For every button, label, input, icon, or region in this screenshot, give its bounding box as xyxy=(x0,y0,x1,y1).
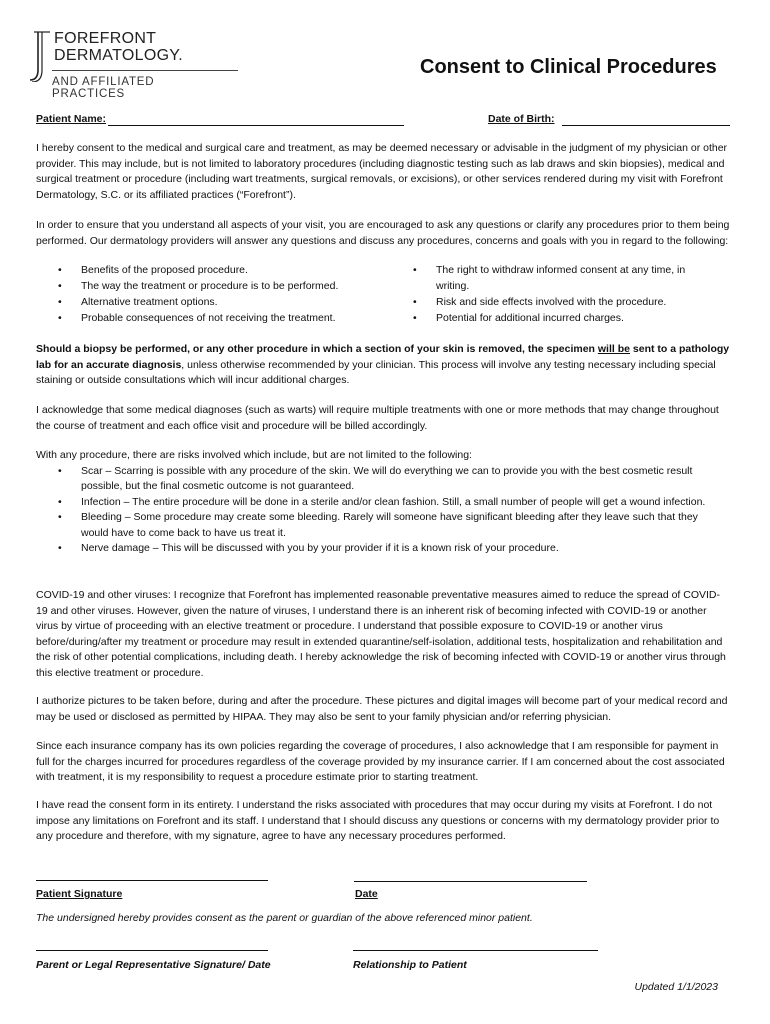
list-item xyxy=(36,262,396,278)
paragraph-covid-text: COVID-19 and other viruses: I recognize that Forefront has implemented reasonable preventative measures aimed to reduce the spread of COVID-19 and other viruses. However, given the nature of viruses, I understand there is an inherent risk of becoming infected with COVID-19 or another virus by virtue of proceeding with an elective treatment or procedure. I understand that possible exposure to COVID-19 or another virus before/during/after my treatment or procedure may result in extended quarantine/self-isolation, additional tests, hospitalization and rehabilitation and the risk of other potential complications, including death. I hereby acknowledge the risk of becoming infected with COVID-19 or another virus through this elective treatment or procedure. xyxy=(36,589,726,679)
bullet-icon: • xyxy=(58,312,62,324)
paragraph-pictures xyxy=(36,694,730,725)
date-label: Date xyxy=(355,888,378,900)
list-item-text: Infection – The entire procedure will be done in a sterile and/or clean fashion. Still, a small number of people will get a wound infection. xyxy=(81,495,706,508)
bullet-icon: • xyxy=(413,312,417,324)
list-item-text: Nerve damage – This will be discussed with you by your provider if it is a known risk of your procedure. xyxy=(81,542,559,554)
discussion-list-right xyxy=(391,262,711,326)
list-item xyxy=(391,294,711,310)
paragraph-biopsy xyxy=(36,342,730,389)
list-item-text: Probable consequences of not receiving the treatment. xyxy=(81,312,336,324)
forefront-logo xyxy=(28,28,228,100)
paragraph-multiple-treatments xyxy=(36,403,730,434)
bullet-icon: • xyxy=(58,511,62,523)
logo-text-line2: DERMATOLOGY. xyxy=(54,47,183,64)
bullet-icon: • xyxy=(58,280,62,292)
list-item xyxy=(36,294,396,310)
bullet-icon: • xyxy=(58,542,62,554)
list-item xyxy=(391,262,711,294)
list-item-text: Bleeding – Some procedure may create some bleeding. Rarely will someone have significant bleeding after they leave such that they would have to come back to have us treat it. xyxy=(81,511,698,539)
list-item-text: Potential for additional incurred charges. xyxy=(436,312,624,324)
list-item-text: Scar – Scarring is possible with any procedure of the skin. We will do everything we can to provide you with the best cosmetic result possible, but the final cosmetic outcome is not guaranteed. xyxy=(81,464,693,492)
discussion-topics xyxy=(36,262,730,332)
patient-name-field[interactable] xyxy=(108,113,404,126)
list-item xyxy=(391,310,711,326)
patient-name-label: Patient Name: xyxy=(36,113,107,125)
logo-subtitle: AND AFFILIATED PRACTICES xyxy=(52,76,155,100)
risks-list xyxy=(36,464,716,557)
discussion-list-left xyxy=(36,262,396,326)
minor-consent-note: The undersigned hereby provides consent as the parent or guardian of the above referenced minor patient. xyxy=(36,912,533,924)
date-of-birth-label: Date of Birth: xyxy=(488,113,555,125)
list-item xyxy=(36,310,396,326)
paragraph-covid xyxy=(36,588,730,681)
paragraph-consent-text: I hereby consent to the medical and surgical care and treatment, as may be deemed necessary or advisable in the judgment of my physician or other provider. This may include, but is not limited to laboratory procedures (including diagnostic testing such as lab draws and skin biopsies), medical and surgical treatment or procedure (including wart treatments, surgical removals, or excisions), or other services rendered during my visit with Forefront Dermatology, S.C. or its affiliated practices (“Forefront”). xyxy=(36,142,728,201)
logo-mark-icon xyxy=(28,30,52,82)
list-item xyxy=(36,278,396,294)
bullet-icon: • xyxy=(58,296,62,308)
list-item xyxy=(36,541,716,557)
biopsy-rest-text: , unless otherwise recommended by your clinician. This process will involve any testing necessary including special staining or outside consultations which will incur additional charges. xyxy=(36,358,716,386)
paragraph-insurance xyxy=(36,739,730,786)
patient-info-row xyxy=(36,113,730,129)
list-item-text: The right to withdraw informed consent at any time, in writing. xyxy=(436,264,686,292)
bullet-icon: • xyxy=(413,296,417,308)
list-item-text: Benefits of the proposed procedure. xyxy=(81,264,248,276)
relationship-line[interactable] xyxy=(353,950,598,952)
paragraph-acknowledgement-text: I have read the consent form in its entirety. I understand the risks associated with procedures that may occur during my visits at Forefront. I do not impose any limitations on Forefront and its staff. I understand that I should discuss any questions or concerns with my dermatology provider prior to any procedure and therefore, with my signature, agree to have any necessary procedures performed. xyxy=(36,799,720,842)
date-of-birth-field[interactable] xyxy=(562,113,730,126)
patient-signature-line[interactable] xyxy=(36,880,268,882)
logo-divider xyxy=(52,70,238,71)
list-item xyxy=(36,464,716,495)
bullet-icon: • xyxy=(413,264,417,276)
relationship-label: Relationship to Patient xyxy=(353,959,467,971)
paragraph-risks xyxy=(36,448,730,557)
logo-text-line1: FOREFRONT xyxy=(54,30,157,47)
paragraph-acknowledgement xyxy=(36,798,730,845)
paragraph-insurance-text: Since each insurance company has its own policies regarding the coverage of procedures, I also acknowledge that I am responsible for payment in full for the charges incurred for procedures regardless of the coverage provided by my insurance carrier. If I am concerned about the cost associated with treatment, it is my responsibility to request a procedure estimate prior to starting treatment. xyxy=(36,740,725,783)
bullet-icon: • xyxy=(58,495,62,508)
paragraph-risks-intro: With any procedure, there are risks involved which include, but are not limited to the following: xyxy=(36,449,472,461)
biopsy-bold-text: Should a biopsy be performed, or any other procedure in which a section of your skin is removed, the specimen xyxy=(36,343,598,355)
parent-signature-label: Parent or Legal Representative Signature/ Date xyxy=(36,959,271,971)
list-item-text: Alternative treatment options. xyxy=(81,296,218,308)
paragraph-questions-text: In order to ensure that you understand all aspects of your visit, you are encouraged to ask any questions or clarify any procedures prior to them being performed. Our dermatology providers will answer any questions and discuss any procedures, concerns and goals with you in regard to the following: xyxy=(36,219,730,247)
biopsy-bold-text-2: sent to a pathology lab for an accurate diagnosis xyxy=(36,343,730,371)
date-line[interactable] xyxy=(354,881,587,883)
list-item xyxy=(36,495,716,511)
paragraph-biopsy-text xyxy=(36,342,730,389)
paragraph-questions xyxy=(36,218,730,249)
list-item xyxy=(36,510,716,541)
biopsy-underline-text: will be xyxy=(597,343,630,355)
parent-signature-line[interactable] xyxy=(36,950,268,952)
list-item-text: The way the treatment or procedure is to be performed. xyxy=(81,280,339,292)
bullet-icon: • xyxy=(58,464,62,477)
bullet-icon: • xyxy=(58,264,62,276)
patient-signature-label: Patient Signature xyxy=(36,888,123,900)
updated-date: Updated 1/1/2023 xyxy=(634,981,718,993)
paragraph-multiple-treatments-text: I acknowledge that some medical diagnoses (such as warts) will require multiple treatments with one or more methods that may change throughout the course of treatment and each office visit and procedure will be billed accordingly. xyxy=(36,404,719,432)
paragraph-consent xyxy=(36,141,730,203)
page-title: Consent to Clinical Procedures xyxy=(420,56,717,78)
list-item-text: Risk and side effects involved with the procedure. xyxy=(436,296,667,308)
paragraph-pictures-text: I authorize pictures to be taken before, during and after the procedure. These pictures and digital images will become part of your medical record and may be used or disclosed as permitted by HIPAA. They may also be sent to your family physician and/or referring physician. xyxy=(36,695,728,723)
